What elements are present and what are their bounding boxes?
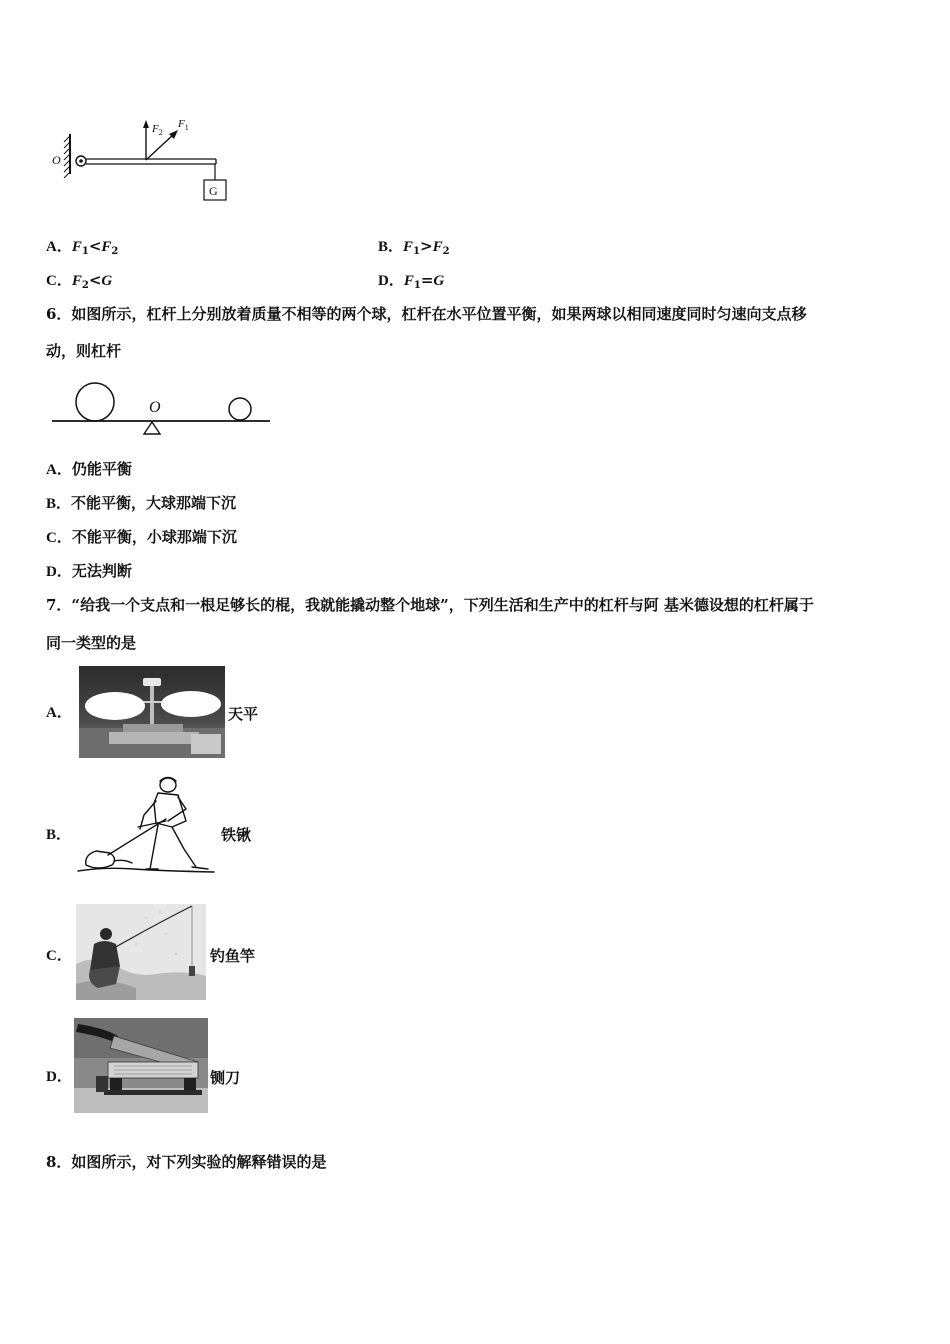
q5-option-a: A．$F_1<F_2$	[46, 237, 119, 257]
q6-seesaw-figure	[50, 380, 275, 440]
q7-fishing-photo	[76, 904, 206, 1000]
q7-balance-photo	[79, 666, 225, 758]
q7-caption-guillotine: 铡刀	[210, 1069, 241, 1087]
q6-fulcrum	[144, 422, 160, 434]
q7-caption-balance: 天平	[228, 705, 259, 723]
q7-stem-line2: 同一类型的是	[46, 634, 137, 652]
q7-stem-line1: 7．“给我一个支点和一根足够长的棍，我就能撬动整个地球”，下列生活和生产中的杠杆与阿 基米德设想的杠杆属于	[46, 596, 814, 614]
q7-option-c-letter: C．	[46, 948, 72, 964]
q6-option-b: B．不能平衡，大球那端下沉	[46, 494, 237, 512]
q7-option-d-letter: D．	[46, 1069, 72, 1085]
q6-label-o: O	[149, 399, 161, 416]
q5-option-b: B．$F_1>F_2$	[378, 237, 450, 257]
q7-caption-shovel: 铁锹	[221, 826, 252, 844]
q5-label-o: O	[52, 153, 61, 167]
q5-option-c: C．$F_2<G$	[46, 271, 113, 291]
q7-option-b-letter: B．	[46, 827, 72, 843]
q5-option-d: D．$F_1=G$	[378, 271, 445, 291]
q7-shovel-drawing	[74, 775, 216, 877]
q6-stem-line1: 6．如图所示，杠杆上分别放着质量不相等的两个球，杠杆在水平位置平衡，如果两球以相同速度同时匀速向支点移	[46, 305, 807, 323]
q6-option-c: C．不能平衡，小球那端下沉	[46, 528, 237, 546]
q5-label-f1: $F_1$	[178, 118, 189, 132]
q7-option-a-letter: A．	[46, 705, 72, 721]
q7-guillotine-photo	[74, 1018, 208, 1113]
q6-stem-line2: 动，则杠杆	[46, 342, 122, 360]
q6-option-d: D．无法判断	[46, 562, 132, 580]
q7-caption-fishing-rod: 钓鱼竿	[210, 947, 256, 965]
q6-large-ball	[76, 383, 114, 421]
q5-label-f2: $F_2$	[152, 123, 163, 137]
q6-option-a: A．仍能平衡	[46, 460, 132, 478]
q8-stem: 8．如图所示，对下列实验的解释错误的是	[46, 1153, 327, 1171]
q5-lever-figure	[48, 112, 248, 212]
q5-label-g: G	[209, 184, 218, 198]
q6-small-ball	[229, 398, 251, 420]
